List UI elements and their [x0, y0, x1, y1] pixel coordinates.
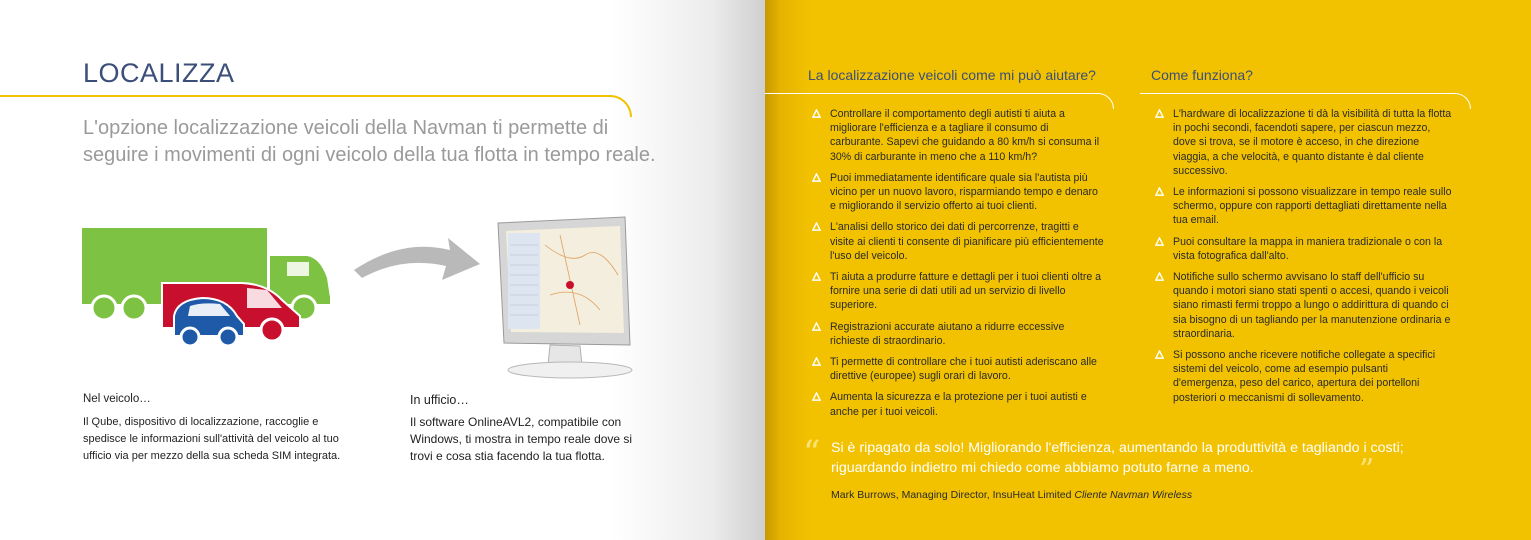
list-item: Aumenta la sicurezza e la protezione per i tuoi autisti e anche per i tuoi veicoli. [810, 390, 1105, 418]
list-item: Registrazioni accurate aiutano a ridurre eccessive richieste di straordinario. [810, 320, 1105, 348]
triangle-bullet-icon [812, 222, 821, 231]
testimonial-quote: Si è ripagato da solo! Migliorando l'efficienza, aumentando la produttività e tagliando i costi; riguardando indietro mi chiedo come abbiamo potuto farne a meno. [831, 440, 1404, 476]
curved-arrow-icon [352, 228, 482, 288]
triangle-bullet-icon [1155, 272, 1164, 281]
list-item: Si possono anche ricevere notifiche collegate a specifici sistemi del veicolo, come ad esempio pulsanti d'emergenza, peso del carico, apertura dei portelloni posteriori o meccanismi di sollevamento. [1153, 348, 1453, 405]
list-item: Ti aiuta a produrre fatture e dettagli per i tuoi clienti oltre a fornire una serie di dati utili ad un servizio di livello superiore. [810, 270, 1105, 313]
list-item: Controllare il comportamento degli autisti ti aiuta a migliorare l'efficienza e a tagliare il consumo di carburante. Sapevi che guidando a 80 km/h si consuma il 30% di carburante in meno che a 110 km/h? [810, 107, 1105, 164]
col2-rule [1140, 93, 1452, 94]
triangle-bullet-icon [1155, 187, 1164, 196]
col1-list [810, 107, 1105, 426]
list-item: Ti permette di controllare che i tuoi autisti aderiscano alle direttive (europee) sugli orari di lavoro. [810, 355, 1105, 383]
col1-rule [765, 93, 1095, 94]
col2-list [1153, 107, 1453, 412]
list-item: L'analisi dello storico dei dati di percorrenze, tragitti e visite ai clienti ti consente di pianificare più efficientemente l'uso del veicolo. [810, 220, 1105, 263]
triangle-bullet-icon [812, 173, 821, 182]
list-item: Puoi consultare la mappa in maniera tradizionale o con la vista fotografica dall'alto. [1153, 235, 1453, 263]
triangle-bullet-icon [812, 109, 821, 118]
list-item: Puoi immediatamente identificare quale sia l'autista più vicino per un nuovo lavoro, risparmiando tempo e denaro e migliorando il servizio offerto ai tuoi clienti. [810, 171, 1105, 214]
list-item: L'hardware di localizzazione ti dà la visibilità di tutta la flotta in pochi secondi, facendoti sapere, per ciascun mezzo, dove si trova, se il motore è acceso, in che direzione viaggia, a che velocità, e quanto distante è dal cliente successivo. [1153, 107, 1453, 178]
vehicle-caption-text: Il Qube, dispositivo di localizzazione, raccoglie e spedisce le informazioni sull'attività del veicolo al tuo ufficio via per mezzo della sua scheda SIM integrata. [83, 416, 341, 462]
page-title: LOCALIZZA [83, 58, 235, 88]
triangle-bullet-icon [812, 272, 821, 281]
triangle-bullet-icon [1155, 350, 1164, 359]
col1-heading: La localizzazione veicoli come mi può aiutare? [808, 67, 1096, 83]
quote-close-mark: ” [1359, 453, 1375, 488]
triangle-bullet-icon [812, 392, 821, 401]
left-page [0, 0, 765, 540]
quote-open-mark: “ [803, 433, 821, 473]
vehicles-illustration [82, 228, 342, 348]
page-subtitle: L'opzione localizzazione veicoli della Navman ti permette di seguire i movimenti di ogni veicolo della tua flotta in tempo reale. [83, 117, 656, 166]
monitor-icon [490, 215, 690, 385]
triangle-bullet-icon [812, 357, 821, 366]
title-rule-curve [606, 95, 632, 117]
title-rule [0, 95, 612, 97]
quote-author: Mark Burrows, Managing Director, InsuHeat Limited [831, 489, 1072, 501]
triangle-bullet-icon [1155, 109, 1164, 118]
triangle-bullet-icon [812, 322, 821, 331]
vehicle-caption-title: Nel veicolo… [83, 393, 151, 405]
triangle-bullet-icon [1155, 237, 1164, 246]
col2-heading: Come funziona? [1151, 67, 1253, 83]
quote-attribution [831, 489, 1192, 501]
list-item: Notifiche sullo schermo avvisano lo staff dell'ufficio su quando i motori siano stati spenti o accesi, quando i veicoli siano rimasti fermi troppo a lungo o addirittura di quando ci sia bisogno di un tagliando per la manutenzione ordinaria e straordinaria. [1153, 270, 1453, 341]
office-caption-text: Il software OnlineAVL2, compatibile con Windows, ti mostra in tempo reale dove si trovi e cosa stia facendo la tua flotta. [410, 415, 633, 463]
list-item: Le informazioni si possono visualizzare in tempo reale sullo schermo, oppure con rapporti dettagliati direttamente nella tua email. [1153, 185, 1453, 228]
quote-company: Cliente Navman Wireless [1074, 489, 1193, 501]
office-caption-title: In ufficio… [410, 393, 469, 407]
